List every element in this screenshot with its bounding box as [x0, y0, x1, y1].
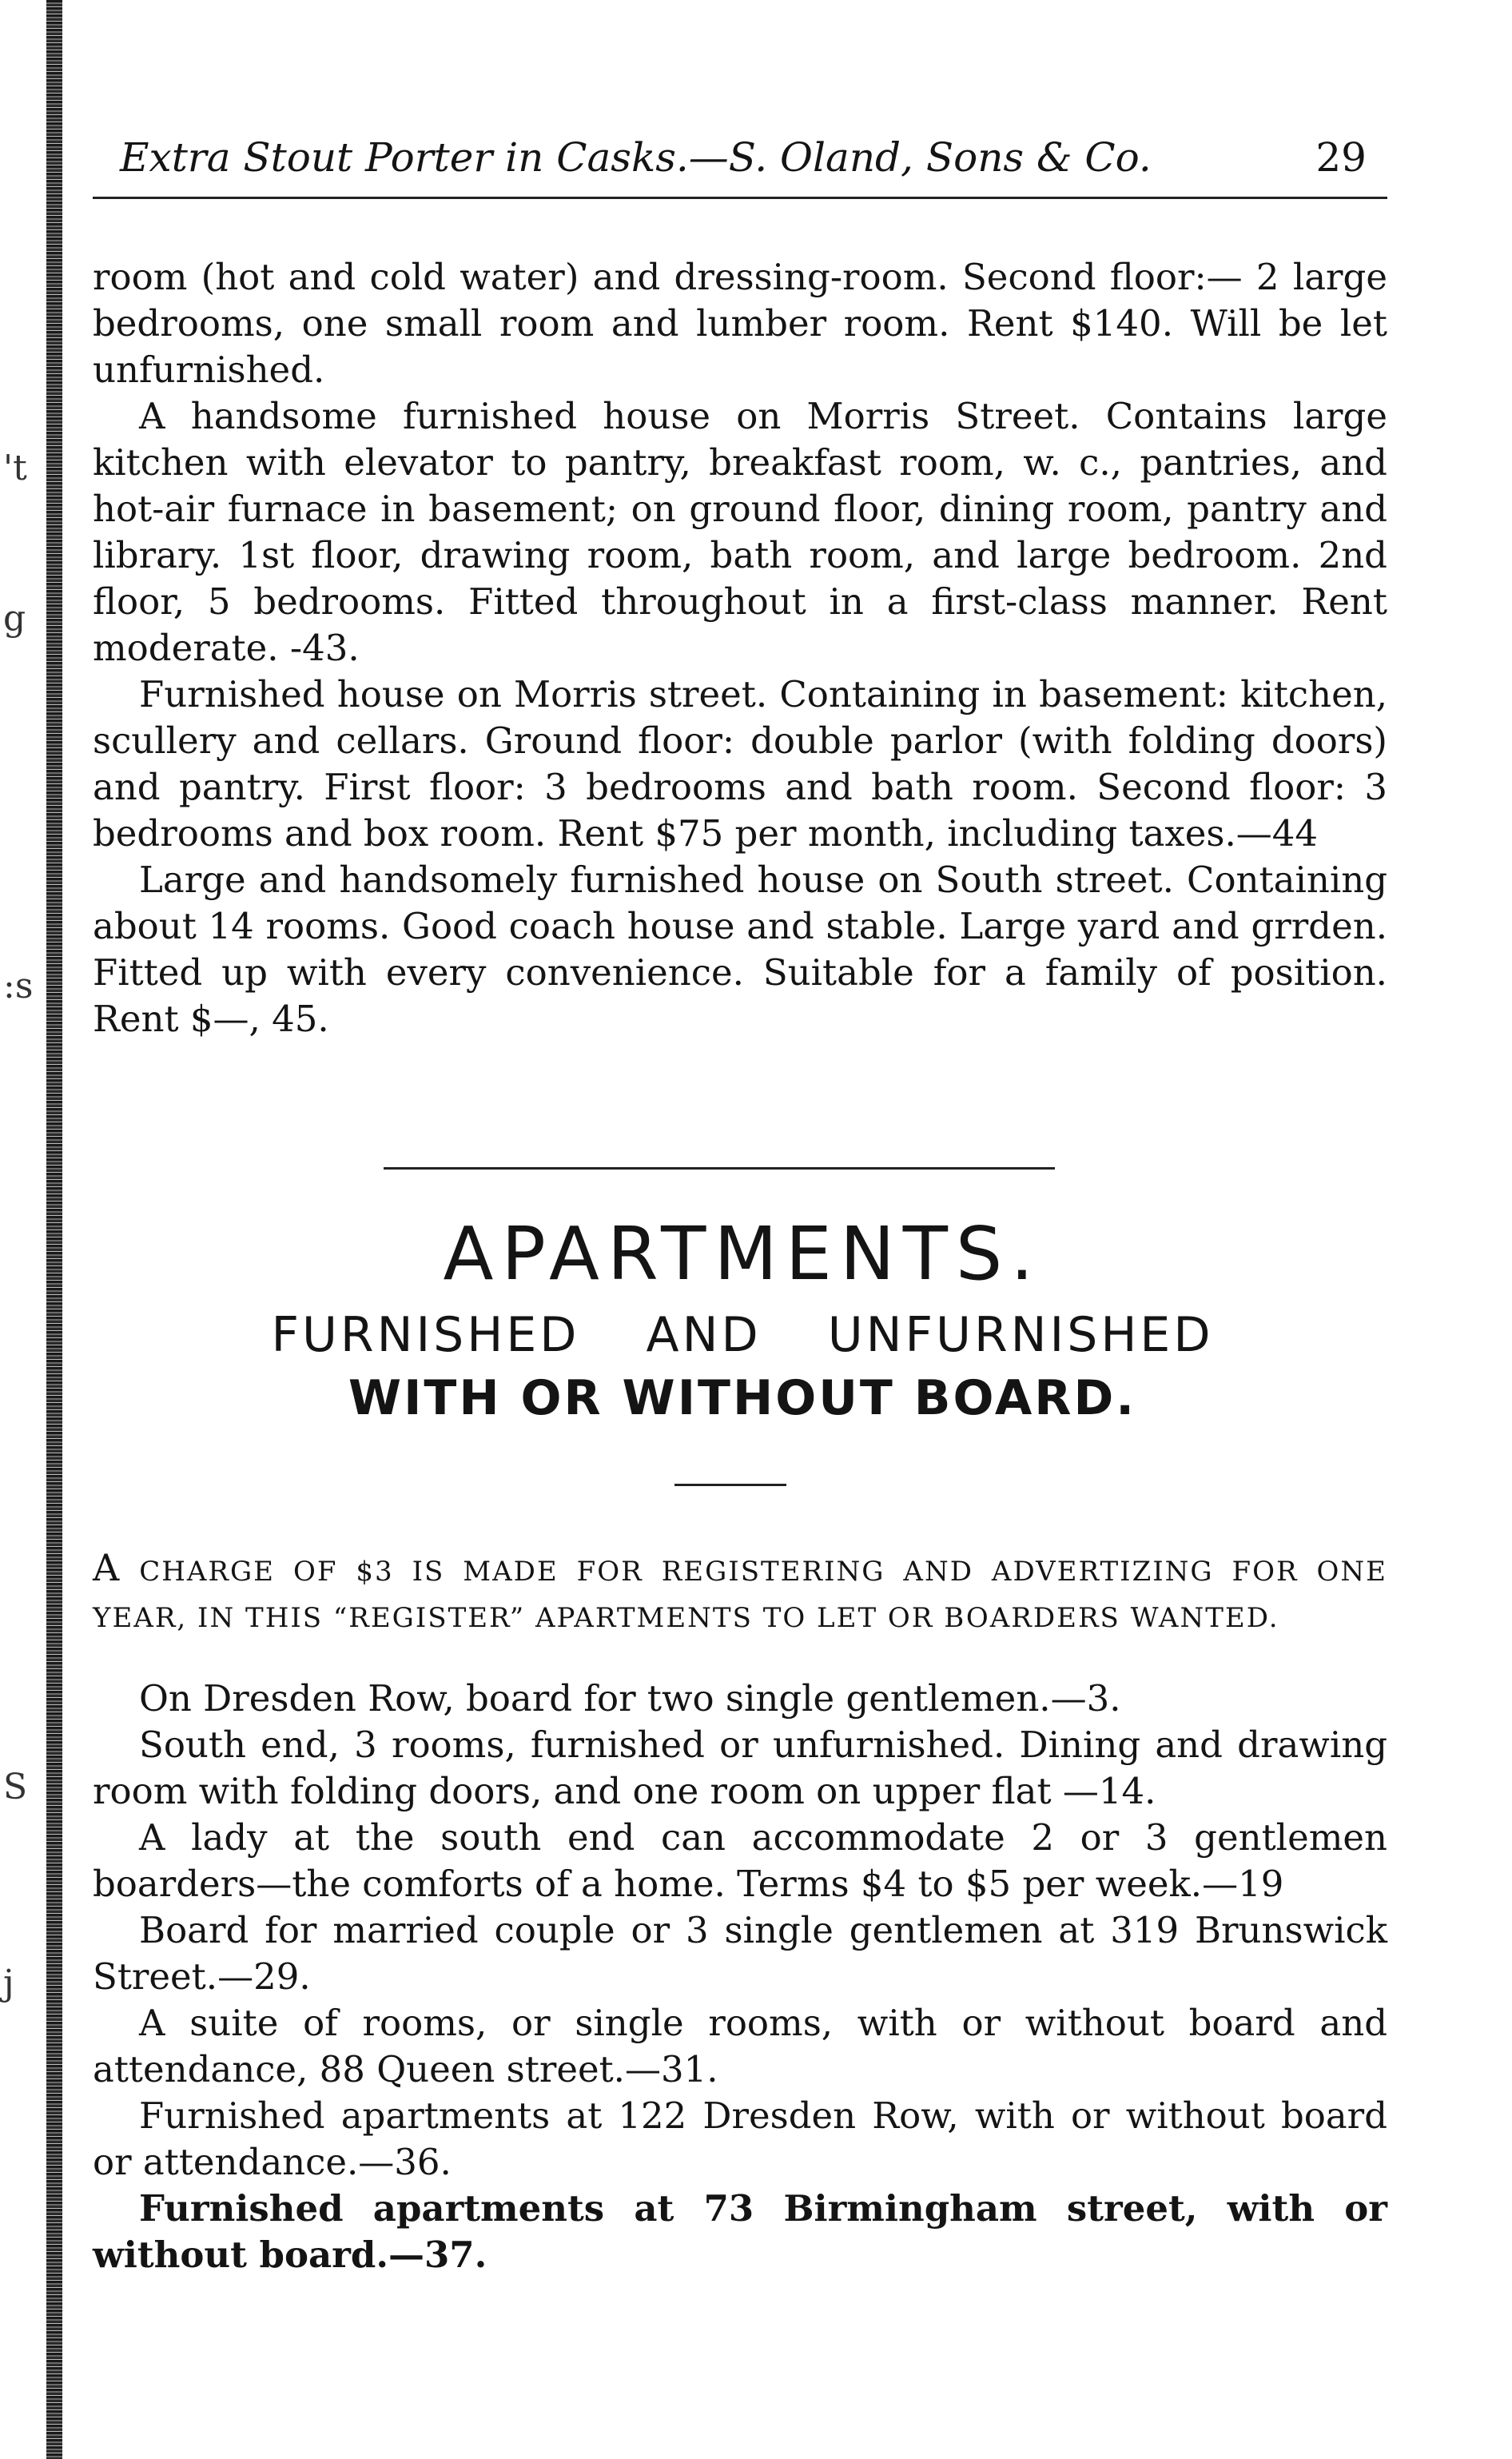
- apartment-listing: A suite of rooms, or single rooms, with or without board and attendance, 88 Queen street.—31.: [93, 2002, 1387, 2090]
- apartment-listing: Furnished apartments at 122 Dresden Row, with or without board or attendance.—36.: [93, 2094, 1387, 2183]
- running-head-title: Extra Stout Porter in Casks.—S. Oland, Sons & Co.: [120, 134, 1152, 181]
- apartment-listing: A lady at the south end can accommodate 2 or 3 gentlemen boarders—the comforts of a home. Terms $4 to $5 per week.—19: [93, 1816, 1387, 1905]
- book-binding-edge: [46, 0, 62, 2459]
- apartment-listing: Furnished apartments at 73 Birmingham street, with or without board.—37.: [93, 2187, 1387, 2276]
- house-listing: Large and handsomely furnished house on South street. Containing about 14 rooms. Good coach house and stable. Large yard and grrden. Fitted up with every convenience. Suitable for a family of position. Rent $—, 45.: [93, 859, 1387, 1040]
- section-subtitle-board: WITH OR WITHOUT BOARD.: [348, 1370, 1137, 1426]
- house-listing: Furnished house on Morris street. Containing in basement: kitchen, scullery and cellars. Ground floor: double parlor (with folding doors) and pantry. First floor: 3 bedrooms and bath room. Second floor: 3 bedrooms and box room. Rent $75 per month, including taxes.—44: [93, 673, 1387, 855]
- gutter-mark: j: [3, 1963, 14, 2003]
- running-head: [120, 134, 1367, 187]
- apartment-listings: [93, 1676, 1387, 2278]
- gutter-mark: S: [3, 1767, 28, 1807]
- notice-initial: A: [93, 1546, 121, 1589]
- gutter-mark: g: [3, 598, 26, 639]
- gutter-mark: :s: [3, 966, 34, 1006]
- section-subtitle: FURNISHED AND UNFURNISHED: [271, 1307, 1214, 1363]
- page-number: 29: [1315, 134, 1367, 181]
- short-divider: [674, 1484, 786, 1486]
- registration-notice: [93, 1544, 1387, 1641]
- apartment-listing: On Dresden Row, board for two single gentlemen.—3.: [139, 1677, 1121, 1720]
- apartment-listing: Board for married couple or 3 single gentlemen at 319 Brunswick Street.—29.: [93, 1909, 1387, 1998]
- header-rule: [93, 197, 1387, 199]
- notice-text: CHARGE OF $3 IS MADE FOR REGISTERING AND ADVERTIZING FOR ONE YEAR, IN THIS “REGISTER” APARTMENTS TO LET OR BOARDERS WANTED.: [93, 1556, 1387, 1634]
- section-divider: [384, 1167, 1055, 1170]
- gutter-mark: 't: [3, 448, 27, 488]
- apartment-listing: South end, 3 rooms, furnished or unfurnished. Dining and drawing room with folding doors, and one room on upper flat —14.: [93, 1724, 1387, 1812]
- house-listing: A handsome furnished house on Morris Street. Contains large kitchen with elevator to pantry, breakfast room, w. c., pantries, and hot-air furnace in basement; on ground floor, dining room, pantry and library. 1st floor, drawing room, bath room, and large bedroom. 2nd floor, 5 bedrooms. Fitted throughout in a first-class manner. Rent moderate. -43.: [93, 395, 1387, 669]
- section-title: APARTMENTS.: [443, 1211, 1042, 1297]
- houses-to-let: [93, 254, 1387, 1042]
- house-listing: room (hot and cold water) and dressing-room. Second floor:— 2 large bedrooms, one small room and lumber room. Rent $140. Will be let unfurnished.: [93, 256, 1387, 391]
